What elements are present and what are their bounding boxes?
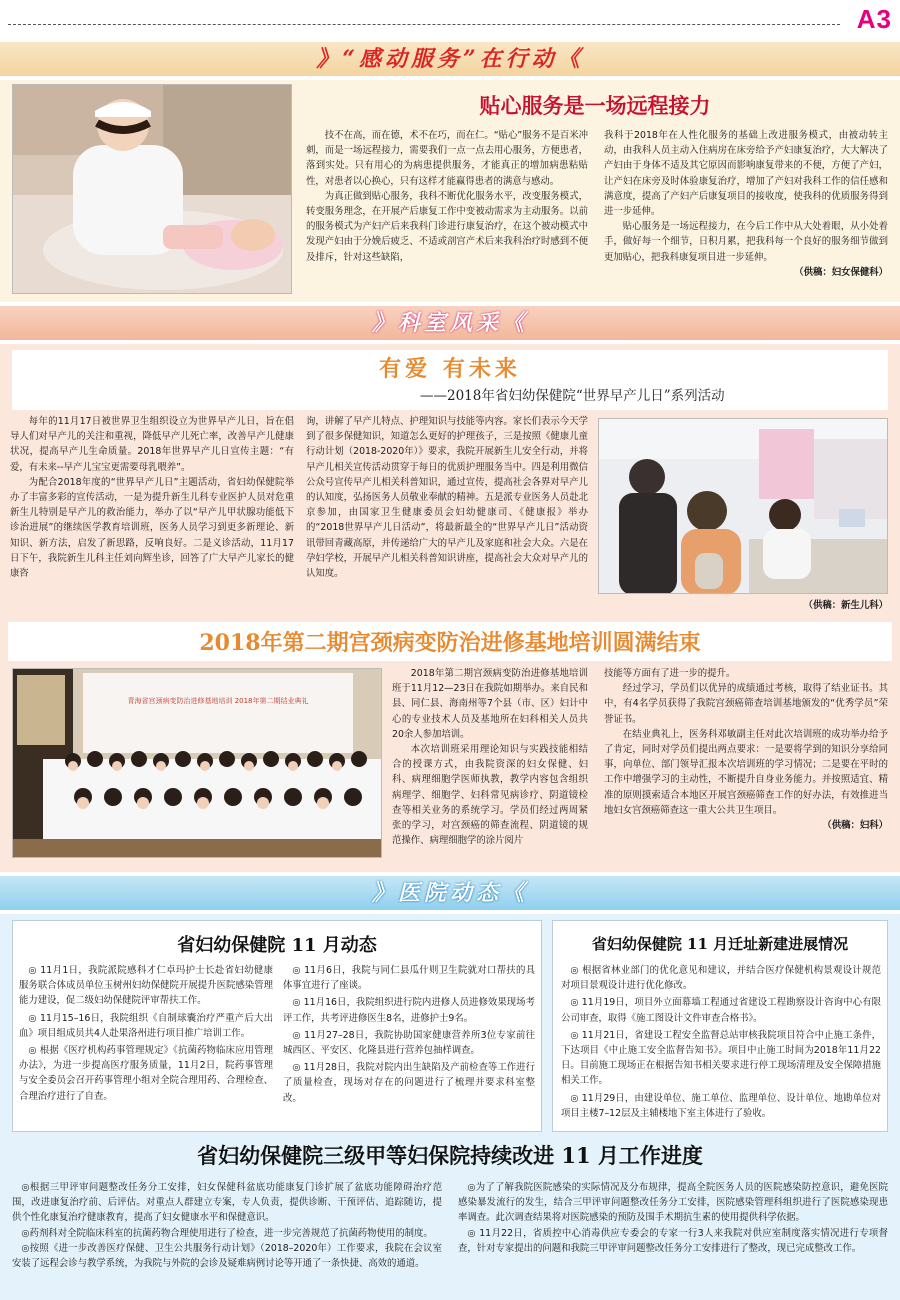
news-box-relocation — [552, 920, 888, 1132]
news-item: ◎ 11月21日，省建设工程安全监督总站审核我院项目符合中止施工条件，下达项目《中止施工安全监督告知书》。项目中止施工时间为2018年11月22日。目前施工现场正在根据告知书相关要求进行停工现场清理及安全保障措施相关工作。 — [561, 1029, 881, 1087]
news-box-november — [12, 920, 542, 1132]
section-banner-department-showcase: 》科室风采《 — [0, 306, 900, 340]
article-column-1 — [392, 666, 588, 866]
page-number: A3 — [856, 4, 892, 34]
clinic-consultation-photo — [598, 418, 888, 594]
article-paragraph: 技能等方面有了进一步的提升。 — [604, 668, 736, 679]
article-subtitle: ——2018年省妇幼保健院“世界早产儿日”系列活动 — [420, 388, 725, 404]
news-box-title: 省妇幼保健院 11 月迁址新建进展情况 — [591, 935, 849, 953]
nurse-with-baby-photo — [12, 84, 292, 294]
news-item: ◎ 11月27–28日，我院协助国家健康营养所3位专家前往城西区、平安区、化隆县进行营养包抽样调查。 — [283, 1029, 535, 1057]
article-paragraph: 2018年第二期宫颈病变防治进修基地培训班于11月12—23日在我院如期举办。来自民和县、同仁县、海南州等7个县（市、区）妇计中心的专业技术人员及基地所在妇科相关人员共20余人参加培训。 — [392, 668, 588, 740]
article-title-warm-service: 贴心服务是一场远程接力 — [479, 93, 711, 118]
article-column-2 — [458, 1180, 888, 1296]
article-paragraph: ◎根据三甲评审问题整改任务分工安排，妇女保健科盆底功能康复门诊扩展了盆底功能障碍治疗范围，改进康复治疗前、后评估。对重点人群建立专案，专人负责，提供诊断、干预评估、追踪随访，提供个性化康复治疗健康教育，提高了妇女健康水平和保健意识。 — [12, 1182, 442, 1224]
news-item: ◎ 11月19日，项目外立面幕墙工程通过省建设工程勘察设计咨询中心有限公司审查，取得《施工图设计文件审查合格书》。 — [561, 997, 881, 1024]
news-item: ◎ 11月6日，我院与同仁县瓜什则卫生院就对口帮扶的具体事宜进行了座谈。 — [283, 965, 535, 992]
news-item: ◎ 根据《医疗机构药事管理规定》《抗菌药物临床应用管理办法》，为进一步提高医疗服务质量，11月2日，院药事管理与安全委员会召开药事管理小组对全院合理用药、合理检查、合理治疗进行了自查。 — [19, 1045, 273, 1102]
news-box-title: 省妇幼保健院 11 月动态 — [177, 935, 377, 956]
article-title-cervical-training: 2018年第二期宫颈病变防治进修基地培训圆满结束 — [8, 622, 892, 661]
article-column-2 — [306, 414, 588, 614]
article-column-2 — [604, 128, 888, 298]
article-column-1 — [12, 1180, 442, 1296]
news-item: ◎ 11月16日，我院组织进行院内进修人员进修效果现场考评工作，共考评进修医生8名，进修护士9名。 — [283, 997, 535, 1024]
article-paragraph: 技不在高，而在德，术不在巧，而在仁。“贴心”服务不是百米冲刺，而是一场远程接力，需要我们一点一点去用心服务，方便患者，落到实处。只有用心的为病患提供服务，才能真正的增加病患粘贴性，对患者以心换心，只有这样才能赢得患者的满意与感动。 — [306, 130, 588, 187]
article-paragraph: 经过学习，学员们以优异的成绩通过考核，取得了结业证书。其中，有4名学员获得了我院宫颈癌筛查培训基地颁发的“优秀学员”荣誉证书。 — [604, 683, 888, 725]
news-column — [561, 963, 881, 1123]
section-banner-touching-service: 》“感动服务”在行动《 — [0, 42, 900, 76]
news-item: ◎ 11月29日，由建设单位、施工单位、监理单位、设计单位、地勘单位对项目主楼7–12层及主辅楼地下室主体进行了验收。 — [561, 1092, 881, 1119]
group-training-photo — [12, 668, 382, 858]
article-column-1 — [306, 128, 588, 298]
news-item: ◎ 11月1日，我院派院感科才仁卓玛护士长赴省妇幼健康服务联合体成员单位玉树州妇幼保健院开展提升医院感染管理能力建设，促二级妇幼保健院评审帮扶工作。 — [19, 965, 273, 1007]
article-title-preterm-day: 有爱 有未来 — [379, 356, 521, 382]
news-item: ◎ 根据省林业部门的优化意见和建议，并结合医疗保健机构景观设计规范对项目景观设计进行优化修改。 — [561, 965, 881, 992]
article-paragraph: ◎ 11月22日，省质控中心消毒供应专委会的专家一行3人来我院对供应室制度落实情况进行专项督查，针对专家提出的问题和我院三甲评审问题整改任务分工安排进行了整改，现已完成整改工作。 — [458, 1227, 888, 1254]
article-paragraph: 为配合2018年度的“世界早产儿日”主题活动，省妇幼保健院举办了丰富多彩的宣传活动，一是为提升新生儿科专业医护人员对危重新生儿特别是早产儿的救治能力，举办了以“早产儿甲状腺功能低下诊治进展”的继续医学教育培训班，医务人员学习到更多新理论、新知识、新方法，启发了新思路，反响良好。二是义诊活动，11月17日下午，我院新生儿科主任刘向辉坐诊，回答了广大早产儿家长的健康咨 — [10, 476, 294, 580]
article-paragraph: ◎按照《进一步改善医疗保健、卫生公共服务行动计划》（2018–2020年）工作要求，我院在会议室安装了远程会诊与教学系统，为我院与外院的会诊及疑难病例讨论等开通了一条快捷、高效的通道。 — [12, 1242, 442, 1270]
header-divider — [8, 24, 840, 25]
news-item: ◎ 11月15–16日，我院组织《自制球囊治疗严重产后大出血》项目组成员共4人赴果洛州进行项目推广培训工作。 — [19, 1012, 273, 1039]
article-paragraph: 本次培训班采用理论知识与实践技能相结合的授课方式，由我院资深的妇女保健、妇科、病理细胞学医师执教，教学内容包含组织病理学、细胞学、妇科常见病诊疗、阴道镜检查等相关业务的系统学习。学员们经过两周紧张的学习，对宫颈癌的筛查流程、阴道镜的规范操作、病理细胞学的涂片阅片 — [392, 744, 588, 847]
article-column-1 — [10, 414, 294, 614]
article-credit: （供稿：妇科） — [822, 820, 888, 832]
article-column-2 — [604, 666, 888, 866]
article-credit: （供稿：妇女保健科） — [794, 266, 888, 278]
article-paragraph: 贴心服务是一场远程接力，在今后工作中从大处着眼，从小处着手，做好每一个细节，日积月累，把我科每一个良好的服务细节做到更加贴心，把我科康复项目进一步延伸。 — [604, 221, 888, 263]
news-column-1 — [19, 963, 273, 1106]
news-column-2 — [283, 963, 535, 1108]
news-item: ◎ 11月28日，我院对院内出生缺陷及产前检查等工作进行了质量检查，现场对存在的问题进行了梳理并要求科室整改。 — [283, 1062, 535, 1104]
article-credit: （供稿：新生儿科） — [803, 600, 888, 611]
article-title-improvement-progress: 省妇幼保健院三级甲等妇保院持续改进 11 月工作进度 — [197, 1143, 703, 1168]
article-paragraph: 在结业典礼上，医务科邓敏副主任对此次培训班的成功举办给予了肯定，同时对学员们提出两点要求：一是要将学到的知识分享给同事，向单位、部门领导汇报本次培训班的学习情况；二是要在平时的工作中增强学习的主动性，不断提升自身业务能力。并按照适宜、精准的原则摸索适合本地区开展宫颈癌筛查工作的好办法，有效推进当地妇女宫颈癌筛查这一重大公共卫生项目。 — [604, 728, 888, 816]
article-paragraph: ◎为了了解我院医院感染的实际情况及分布规律，提高全院医务人员的医院感染防控意识，避免医院感染暴发流行的发生，结合三甲评审问题整改任务分工安排，医院感染管理科组织进行了医院感染现患率调查。此次调查结果将对医院感染的预防及围手术期抗生素的使用提供科学依据。 — [458, 1182, 888, 1224]
article-paragraph: 我科于2018年在人性化服务的基础上改进服务模式，由被动转主动，由我科人员主动入住病房在床旁给予产妇康复治疗，大大解决了产妇由于身体不适及其它原因而影响康复带来的不便，方便了产妇，让产妇在床旁及时体验康复治疗，增加了产妇对我科工作的信任感和满意度，提高了产妇产后康复项目的接收度，使我科的优质服务得到进一步延伸。 — [604, 130, 888, 218]
article-paragraph: 为真正做到贴心服务，我科不断优化服务水平，改变服务模式，转变服务理念，在开展产后康复工作中变被动需求为主动服务。以前的服务模式为产妇产后来我科门诊进行康复治疗，在这个被动模式中发现产妇由于分娩后疲乏、不适或剖宫产术后来我科治疗时感到不便及排斥，针对这些缺陷， — [306, 190, 588, 263]
section-banner-hospital-news: 》医院动态《 — [0, 876, 900, 910]
photo-banner-text: 青海省宫颈病变防治进修基地培训 2018年第二期结业典礼 — [127, 697, 309, 705]
article-paragraph: 询，讲解了早产儿特点、护理知识与技能等内容。家长们表示今天学到了很多保健知识，知道怎么更好的护理孩子，三是按照《健康儿童行动计划（2018-2020年）》要求，我院开展新生儿安全行动，并将早产儿相关宣传活动贯穿于每日的优质护理服务当中。四是利用微信公众号宣传早产儿相关科普知识，通过宣传，提高社会各界对早产儿的认知度，弘扬医务人员敬业奉献的精神。五是派专业医务人员赴北京参加，由国家卫生健康委员会妇幼健康司、《健康报》举办的“2018世界早产儿日活动”，将最新最全的“世界早产儿日”活动资讯带回青藏高原，并传递给广大的早产儿及家庭和社会大众。六是在孕妇学校，开展早产儿相关科普知识讲座，提高社会大众对早产儿的认知度。 — [306, 416, 588, 580]
article-paragraph: ◎药剂科对全院临床科室的抗菌药物合理使用进行了检查，进一步完善规范了抗菌药物使用的制度。 — [21, 1227, 433, 1239]
article-paragraph: 每年的11月17日被世界卫生组织设立为世界早产儿日，旨在倡导人们对早产儿的关注和重视，降低早产儿死亡率，改善早产儿健康状况，提高早产儿生命质量。2018年世界早产儿日宣传主题：“有爱，有未来--早产儿宝宝更需要母乳喂养”。 — [10, 416, 294, 473]
page-header — [0, 0, 900, 40]
